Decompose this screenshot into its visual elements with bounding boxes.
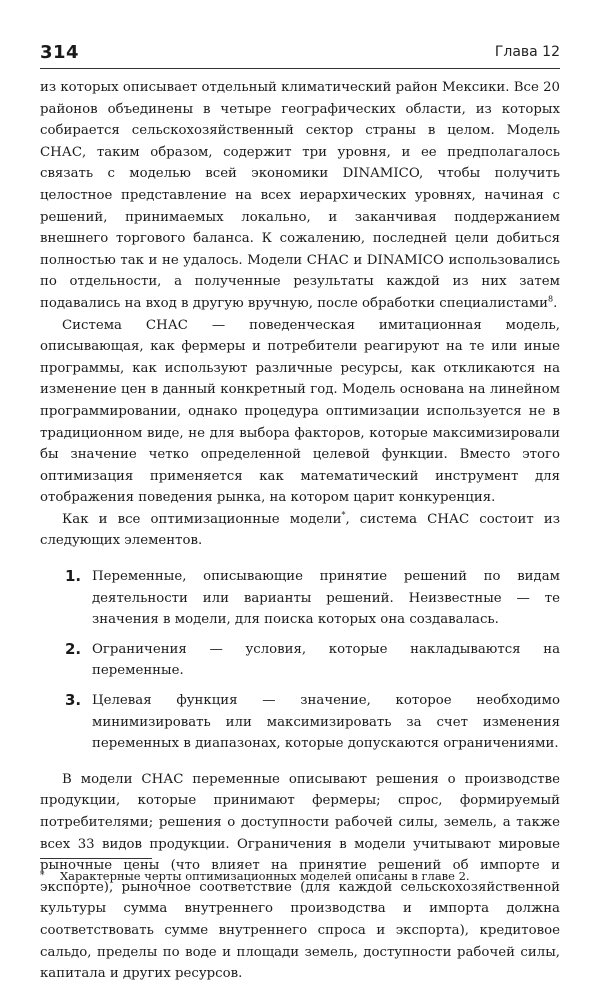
chapter-title: Глава 12 — [494, 44, 560, 60]
footnote-ref: * — [341, 510, 346, 520]
paragraph-3 — [40, 509, 560, 552]
paragraph-1: из которых описывает отдельный климатический район Мексики. Все 20 районов объединены в четыре географических области, из которых собирается сельскохозяйственный сектор страны в целом. Модель СНАС, таким образом, содержит три уровня, и ее предполагалось связать с моделью всей экономики DINAMICO, чтобы получить целостное представление на всех иерархических уровнях, начиная с решений, принимаемых локально, и заканчивая поддержанием внешнего торгового баланса. К сожалению, последней цели добиться полностью так и не удалось. Модели СНАС и DINAMICO использовались по отдельности, а полученные результаты каждой из них затем подавались на вход в другую вручную, после обработки специалистами$^8$. — [40, 80, 560, 311]
running-header — [40, 32, 560, 69]
list-item-text: Целевая функция — значение, которое необходимо минимизировать или максимизировать за счет изменения переменных в диапазонах, которые допускаются ограничениями. — [92, 693, 560, 752]
paragraph-2: Система СНАС — поведенческая имитационная модель, описывающая, как фермеры и потребители реагируют на те или иные программы, как используют различные ресурсы, как откликаются на изменение цен в данный конкретный год. Модель основана на линейном программировании, однако процедура оптимизации используется не в традиционном виде, не для выбора факторов, которые максимизировали бы значение четко определенной целевой функции. Вместо этого оптимизация применяется как математический инструмент для отображения поведения рынка, на котором царит конкуренция. — [40, 317, 560, 506]
paragraph-3-tail: , система СНАС состоит из следующих элементов. — [40, 511, 560, 549]
list-item — [40, 566, 560, 631]
list-item-text: Переменные, описывающие принятие решений по видам деятельности или варианты решений. Неизвестные — те значения в модели, для поиска которых она создавалась. — [92, 569, 560, 628]
footnote-text: Характерные черты оптимизационных моделей описаны в главе 2. — [60, 869, 470, 883]
footnote-mark: * — [40, 871, 45, 881]
paragraph-1-text: из которых описывает отдельный климатический район Мексики. Все 20 районов объединены в четыре географических области, из которых собирается сельскохозяйственный сектор страны в целом. Модель СНАС, таким образом, содержит три уровня, и ее предполагалось связать с моделью всей экономики DINAMICO, чтобы получить целостное представление на всех иерархических уровнях, начиная с решений, принимаемых локально, и заканчивая поддержанием внешнего торгового баланса. К сожалению, последней цели добиться полностью так и не удалось. Модели СНАС и DINAMICO использовались по отдельности, а полученные результаты каждой из них затем подавались на вход в другую вручную, после обработки специалистами — [40, 80, 560, 311]
endnote-ref: 8 — [548, 294, 554, 304]
footnote — [40, 868, 560, 884]
paragraph-3-lead: Как и все оптимизационные модели — [62, 511, 342, 527]
paragraph-4: В модели СНАС переменные описывают решения о производстве продукции, которые принимают фермеры; спрос, формируемый потребителями; решения о доступности рабочей силы, земель, а также всех 33 видов продукции. Ограничения в модели учитывают мировые рыночные цены (что влияет на принятие решений об импорте и экспорте), рыночное соответствие (для каждой сельскохозяйственной культуры сумма внутреннего производства и импорта должна соответствовать сумме внутреннего спроса и экспорта), кредитовое сальдо, пределы по воде и площади земель, доступности рабочей силы, капитала и других ресурсов. — [40, 771, 560, 982]
list-item — [40, 690, 560, 755]
list-item-number: 3. — [65, 691, 82, 710]
list-item-number: 2. — [65, 639, 82, 658]
body-text — [40, 77, 560, 985]
page-number: 314 — [40, 42, 80, 63]
list-item-text: Ограничения — условия, которые накладываются на переменные. — [92, 641, 560, 679]
elements-list — [40, 566, 560, 755]
list-item-number: 1. — [65, 567, 82, 586]
list-item — [40, 639, 560, 682]
footnote-divider — [40, 858, 152, 859]
